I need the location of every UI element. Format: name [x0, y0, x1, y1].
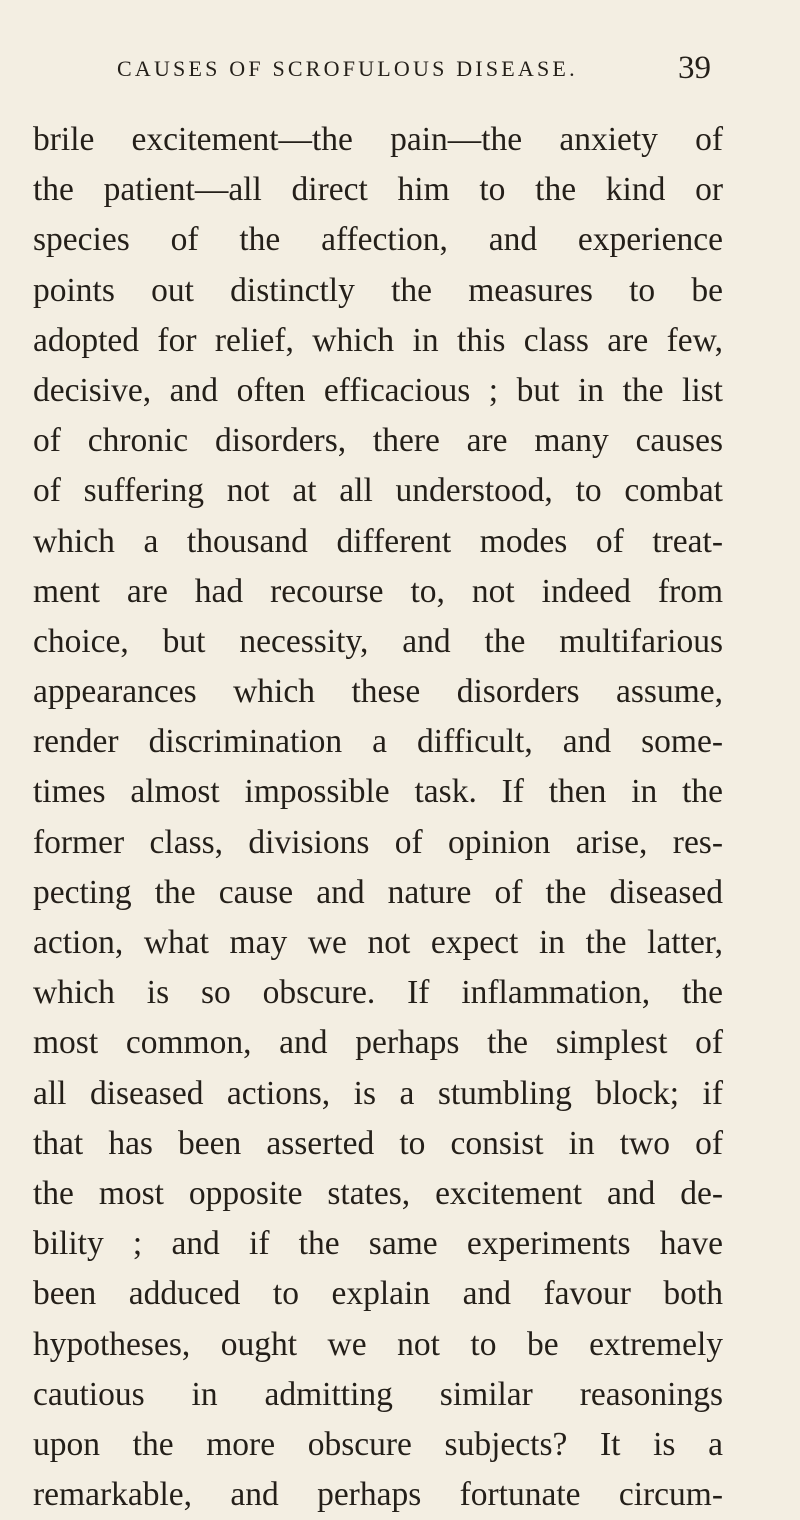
text-line: appearances which these disorders assume,	[33, 673, 723, 711]
text-line: ment are had recourse to, not indeed from	[33, 572, 723, 610]
text-line: of chronic disorders, there are many causes	[33, 422, 723, 460]
text-line: the most opposite states, excitement and de-	[33, 1174, 723, 1212]
text-line: species of the affection, and experience	[33, 221, 723, 259]
text-line: been adduced to explain and favour both	[33, 1275, 723, 1313]
text-line: remarkable, and perhaps fortunate circum-	[33, 1476, 723, 1514]
text-line: adopted for relief, which in this class are few,	[33, 321, 723, 359]
text-line: the patient—all direct him to the kind or	[33, 171, 723, 209]
text-line: brile excitement—the pain—the anxiety of	[33, 121, 723, 158]
text-line: points out distinctly the measures to be	[33, 271, 723, 309]
text-line: of suffering not at all understood, to combat	[33, 472, 723, 510]
text-line: upon the more obscure subjects? It is a	[33, 1425, 723, 1463]
text-line: cautious in admitting similar reasonings	[33, 1375, 723, 1413]
text-line: hypotheses, ought we not to be extremely	[33, 1325, 723, 1363]
text-line: which a thousand different modes of treat-	[33, 522, 723, 560]
running-head	[0, 50, 800, 94]
text-line: former class, divisions of opinion arise, res-	[33, 823, 723, 861]
body-text	[33, 115, 723, 1520]
text-line: bility ; and if the same experiments have	[33, 1225, 723, 1263]
text-line: render discrimination a difficult, and some-	[33, 723, 723, 761]
text-line: choice, but necessity, and the multifarious	[33, 622, 723, 660]
text-line: pecting the cause and nature of the diseased	[33, 873, 723, 911]
text-line: decisive, and often efficacious ; but in the list	[33, 371, 723, 409]
text-line: that has been asserted to consist in two of	[33, 1124, 723, 1162]
running-title: CAUSES OF SCROFULOUS DISEASE.	[117, 56, 578, 81]
text-line: which is so obscure. If inflammation, the	[33, 974, 723, 1012]
text-line: action, what may we not expect in the latter,	[33, 924, 723, 961]
page-number: 39	[678, 50, 711, 86]
text-line: times almost impossible task. If then in the	[33, 773, 723, 811]
text-line: most common, and perhaps the simplest of	[33, 1024, 723, 1062]
text-line: all diseased actions, is a stumbling block; if	[33, 1074, 723, 1112]
